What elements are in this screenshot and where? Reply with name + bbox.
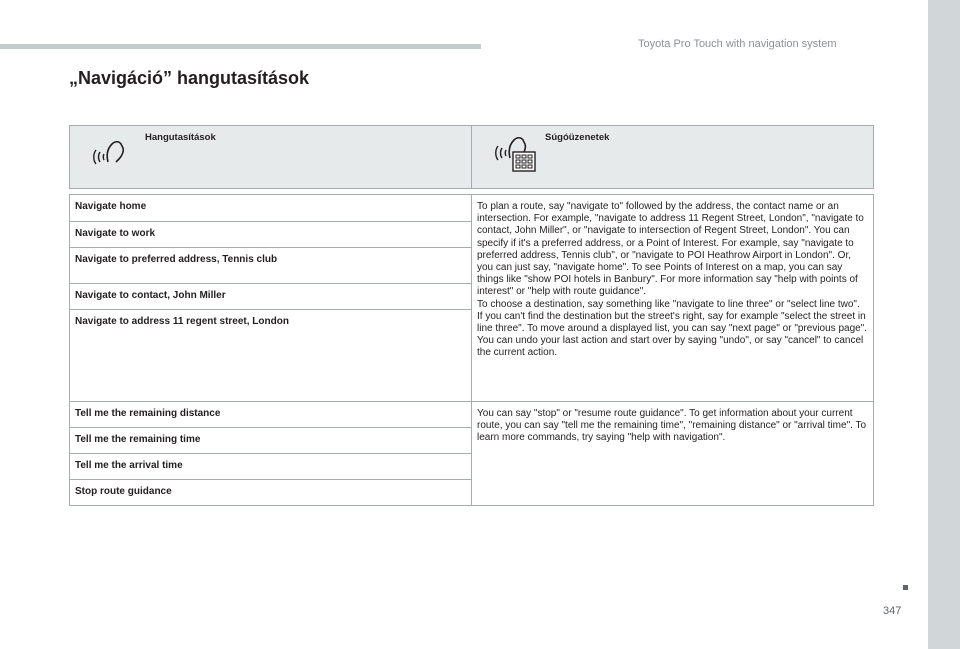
command-cell: Navigate to contact, John Miller <box>70 284 472 310</box>
header-rule <box>0 44 481 49</box>
table-row <box>70 402 874 428</box>
help-cell: You can say "stop" or "resume route guidance". To get information about your current route, you can say "tell me the remaining time", "remaining distance" or "arrival time". To learn more commands, try saying "help with navigation". <box>472 402 874 506</box>
help-cell <box>472 195 874 402</box>
command-cell: Navigate to work <box>70 222 472 248</box>
footer-marker <box>903 585 908 590</box>
page-side-strip <box>928 0 960 649</box>
page-title: „Navigáció” hangutasítások <box>69 68 310 88</box>
table-header-row <box>70 126 874 189</box>
table-row <box>70 195 874 222</box>
help-paragraph: To plan a route, say "navigate to" followed by the address, the contact name or an intersection. For example, "navigate to address 11 Regent Street, London", "navigate to contact, John Miller", or "navigate to intersection of Regent Street, London". You can specify if it's a preferred address, or a Point of Interest. For example, say "navigate to preferred address, Tennis club", or "navigate to POI Heathrow Airport in London". Or, you can just say, "navigate home". To see Points of Interest on a map, you can say things like "show POI hotels in Banbury". For more information say "help with points of interest" or "help with route guidance". <box>477 201 864 298</box>
voice-command-icon <box>92 132 132 168</box>
voice-commands-table <box>69 125 874 506</box>
help-paragraph: To choose a destination, say something like "navigate to line three" or "select line two". If you can't find the destination but the street's right, say for example "select the street in line three". To move around a displayed list, you can say "next page" or "previous page". You can undo your last action and start over by saying "undo", or say "cancel" to cancel the current action. <box>477 298 868 359</box>
command-cell: Navigate to preferred address, Tennis club <box>70 248 472 284</box>
command-cell: Navigate home <box>70 195 472 222</box>
header-help-cell <box>472 126 874 189</box>
header-commands-cell <box>70 126 472 189</box>
page-number: 347 <box>883 605 902 617</box>
header-help-label: Súgóüzenetek <box>545 132 610 143</box>
command-cell: Tell me the remaining time <box>70 428 472 454</box>
header-commands-label: Hangutasítások <box>145 132 216 143</box>
manual-title: Toyota Pro Touch with navigation system <box>638 38 837 50</box>
voice-help-icon <box>494 132 538 172</box>
command-cell: Stop route guidance <box>70 480 472 506</box>
command-cell: Tell me the arrival time <box>70 454 472 480</box>
command-cell: Navigate to address 11 regent street, London <box>70 310 472 402</box>
command-cell: Tell me the remaining distance <box>70 402 472 428</box>
